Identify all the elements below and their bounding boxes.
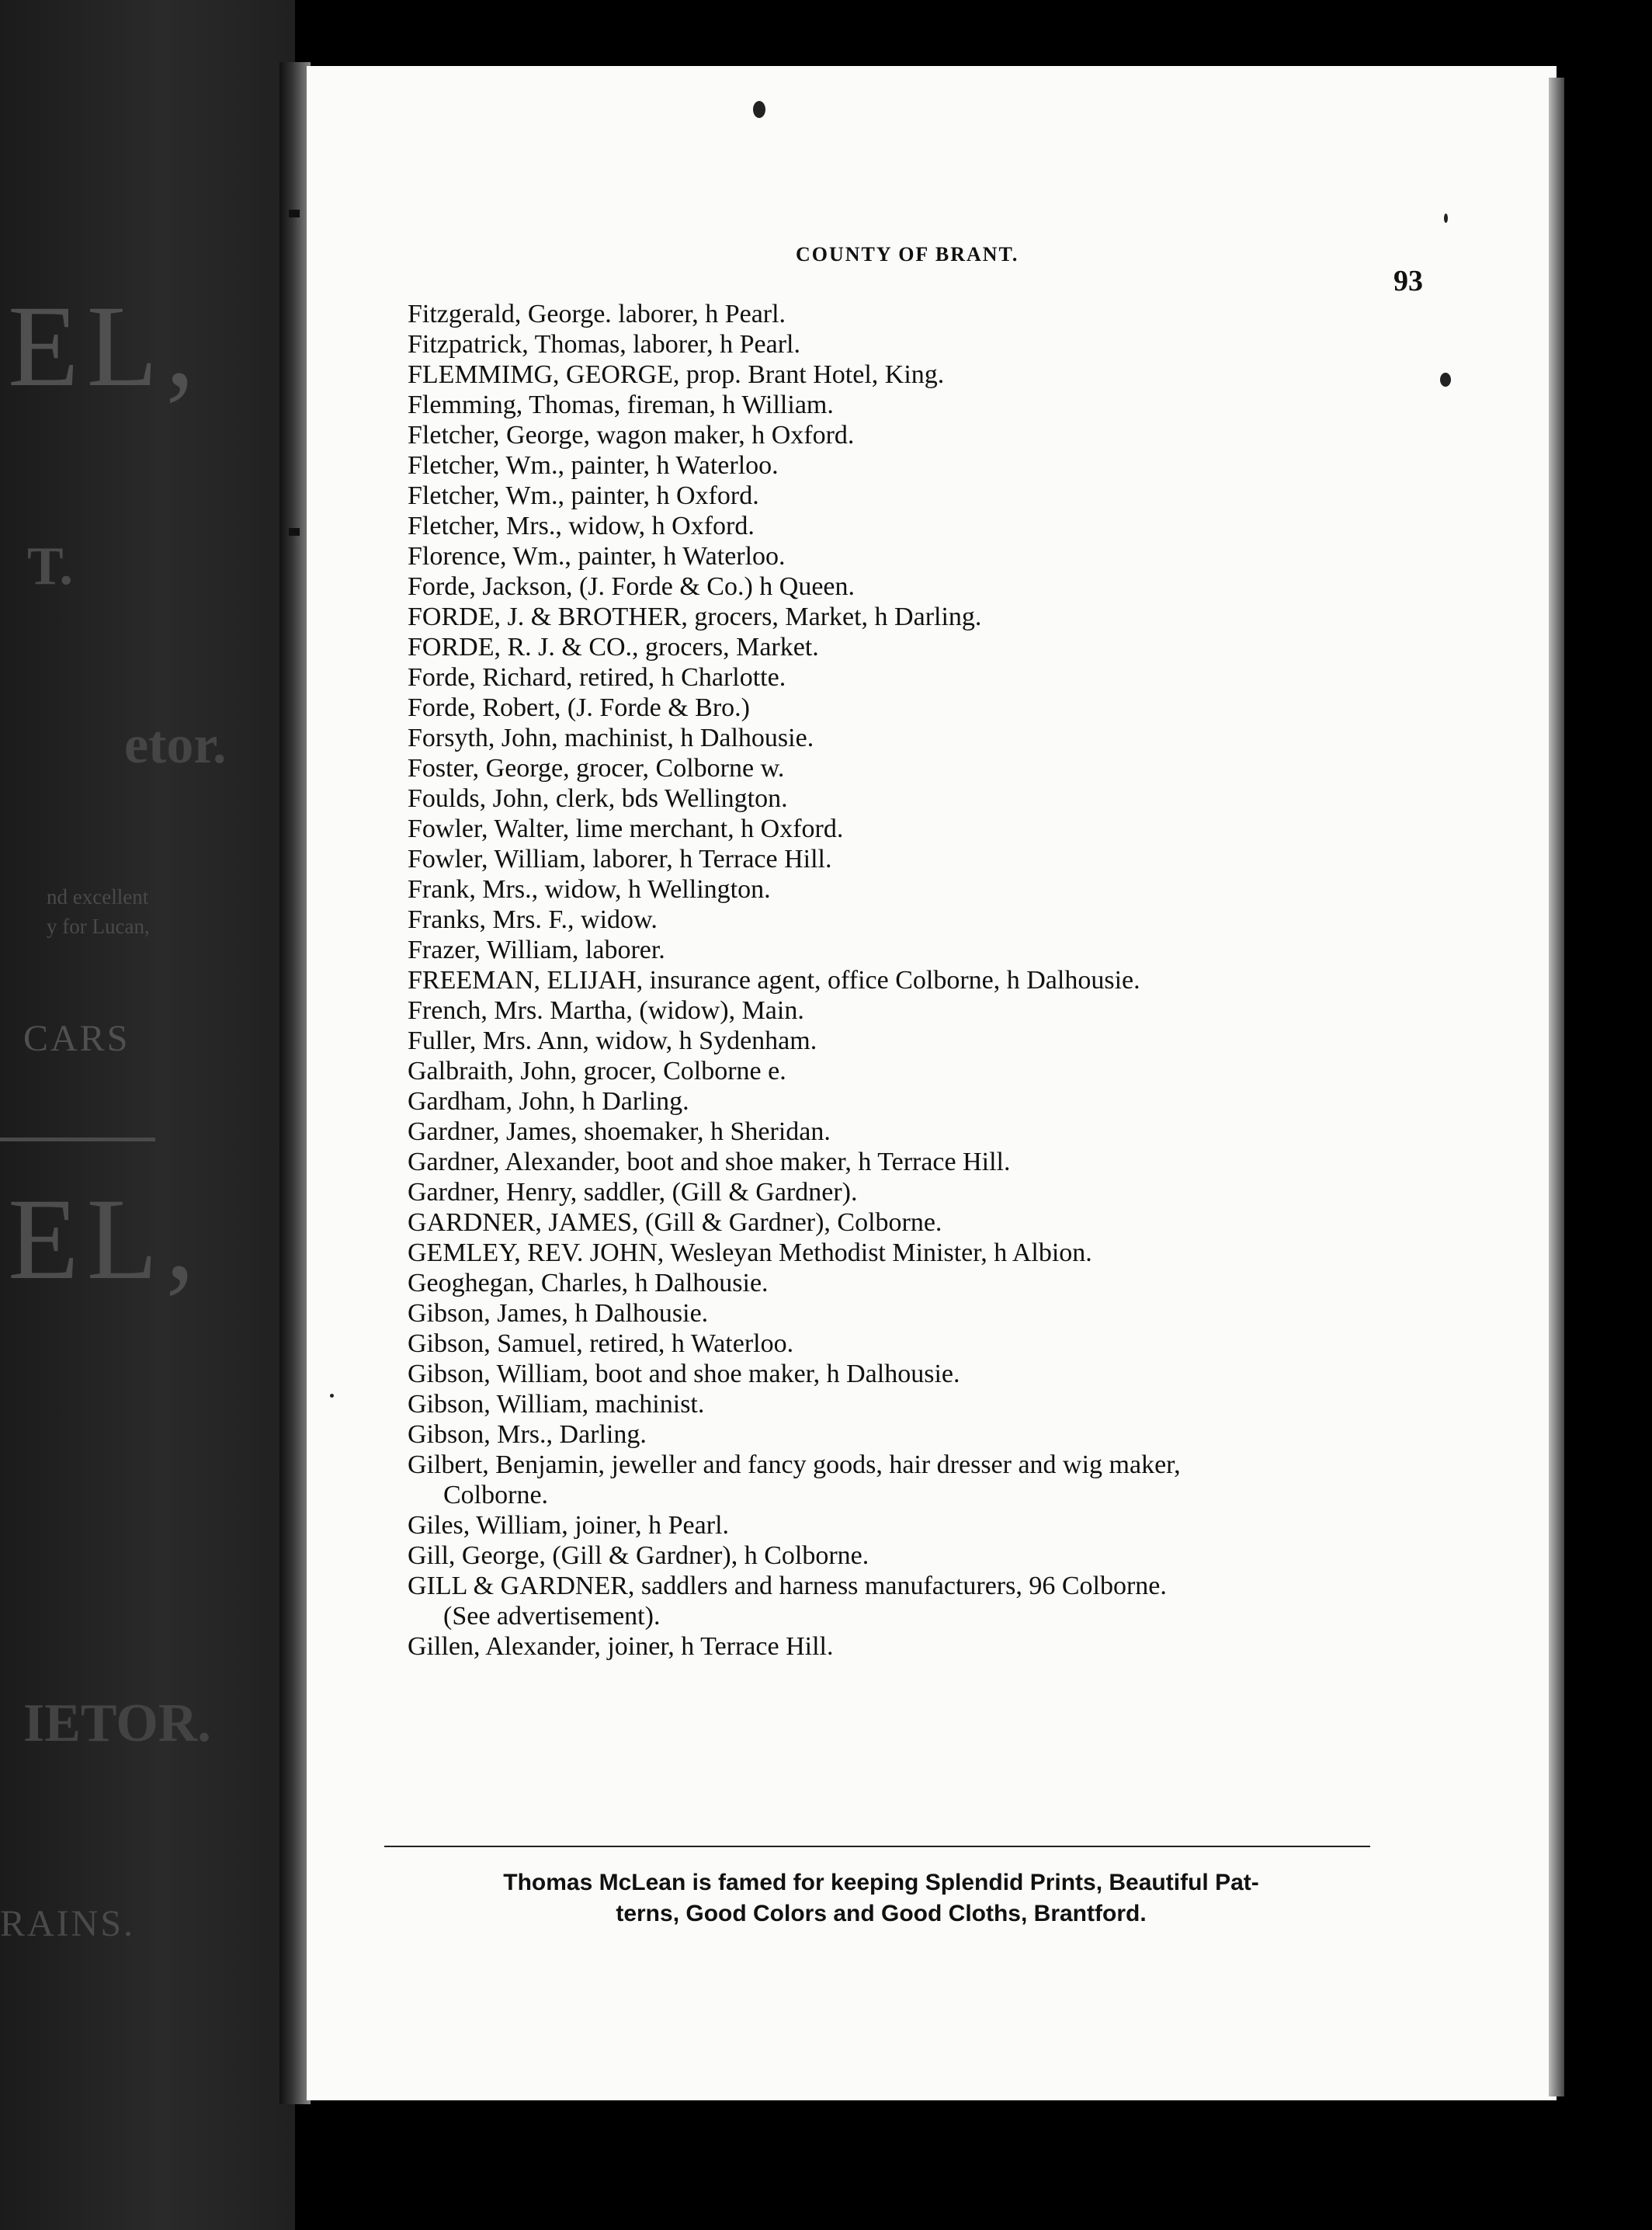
left-fragment: y for Lucan, — [47, 915, 150, 938]
entry-text: Gill, George, (Gill & Gardner), h Colborne. — [408, 1541, 869, 1570]
left-fragment: EL, — [8, 1175, 203, 1304]
page-edge — [1549, 78, 1564, 2096]
entry-text: Forde, Jackson, (J. Forde & Co.) h Queen. — [408, 572, 856, 601]
directory-entry — [408, 1177, 1533, 1207]
entry-text: Flemming, Thomas, fireman, h William. — [408, 391, 834, 419]
directory-page — [307, 66, 1557, 2100]
footer-line: Thomas McLean is famed for keeping Splendid Prints, Beautiful Pat- — [503, 1870, 1259, 1895]
directory-entry — [408, 1359, 1533, 1389]
entry-text: Gibson, Mrs., Darling. — [408, 1420, 647, 1449]
left-fragment: etor. — [124, 715, 227, 775]
directory-entry — [408, 1298, 1533, 1329]
directory-entry — [408, 299, 1533, 329]
directory-entry — [408, 1268, 1533, 1298]
directory-entry — [408, 965, 1533, 995]
entry-text: Geoghegan, Charles, h Dalhousie. — [408, 1269, 769, 1297]
directory-entry — [408, 783, 1533, 814]
directory-entry — [408, 1056, 1533, 1086]
entry-text: Gibson, William, boot and shoe maker, h Dalhousie. — [408, 1360, 960, 1388]
directory-entry — [408, 723, 1533, 753]
entry-text: Fitzpatrick, Thomas, laborer, h Pearl. — [408, 330, 800, 359]
entry-text: Fowler, Walter, lime merchant, h Oxford. — [408, 815, 844, 843]
entry-continuation: (See advertisement). — [443, 1602, 661, 1631]
directory-entry — [408, 1026, 1533, 1056]
directory-entry — [408, 1571, 1533, 1631]
directory-entry — [408, 995, 1533, 1026]
entry-text: Fletcher, Wm., painter, h Waterloo. — [408, 451, 779, 480]
ink-speck — [753, 101, 765, 118]
entry-text: Franks, Mrs. F., widow. — [408, 905, 658, 934]
directory-entry — [408, 511, 1533, 541]
entry-text: Gibson, James, h Dalhousie. — [408, 1299, 709, 1328]
directory-entry — [408, 1238, 1533, 1268]
directory-entry — [408, 1329, 1533, 1359]
directory-entry — [408, 1541, 1533, 1571]
entry-text: FORDE, R. J. & CO., grocers, Market. — [408, 633, 819, 662]
ink-speck — [330, 1394, 334, 1398]
entry-text: Frazer, William, laborer. — [408, 936, 665, 964]
left-fragment: RAINS. — [0, 1903, 136, 1944]
entry-text: GEMLEY, REV. JOHN, Wesleyan Methodist Minister, h Albion. — [408, 1238, 1092, 1267]
directory-entry — [408, 571, 1533, 602]
directory-entry — [408, 874, 1533, 905]
entry-continuation: Colborne. — [443, 1481, 549, 1509]
entry-text: Gilbert, Benjamin, jeweller and fancy goods, hair dresser and wig maker, — [408, 1450, 1181, 1479]
directory-entry — [408, 905, 1533, 935]
binding-stitch — [289, 210, 300, 217]
entry-text: GARDNER, JAMES, (Gill & Gardner), Colborne. — [408, 1208, 942, 1237]
entry-text: Fitzgerald, George. laborer, h Pearl. — [408, 300, 786, 328]
entry-text: Fowler, William, laborer, h Terrace Hill. — [408, 845, 832, 874]
directory-entry — [408, 329, 1533, 360]
directory-entry — [408, 1086, 1533, 1117]
directory-entry — [408, 1117, 1533, 1147]
entry-text: Forde, Richard, retired, h Charlotte. — [408, 663, 786, 692]
directory-entry — [408, 1631, 1533, 1662]
entry-text: Foulds, John, clerk, bds Wellington. — [408, 784, 788, 813]
entry-text: Forsyth, John, machinist, h Dalhousie. — [408, 724, 814, 752]
entry-text: FORDE, J. & BROTHER, grocers, Market, h Darling. — [408, 603, 982, 631]
directory-entry — [408, 420, 1533, 450]
left-fragment: CARS — [23, 1018, 130, 1059]
entry-text: FLEMMIMG, GEORGE, prop. Brant Hotel, King. — [408, 360, 945, 389]
entry-text: Gibson, Samuel, retired, h Waterloo. — [408, 1329, 794, 1358]
directory-entry — [408, 481, 1533, 511]
left-fragment: IETOR. — [23, 1693, 211, 1753]
left-fragment: T. — [27, 537, 73, 596]
entry-text: Florence, Wm., painter, h Waterloo. — [408, 542, 786, 571]
page-gutter — [279, 62, 311, 2104]
entry-text: Galbraith, John, grocer, Colborne e. — [408, 1057, 786, 1085]
directory-entry — [408, 602, 1533, 632]
directory-entry — [408, 450, 1533, 481]
entry-text: Gardner, Henry, saddler, (Gill & Gardner). — [408, 1178, 858, 1207]
entry-text: Giles, William, joiner, h Pearl. — [408, 1511, 730, 1540]
entry-text: Fletcher, Wm., painter, h Oxford. — [408, 481, 759, 510]
entry-text: Gibson, William, machinist. — [408, 1390, 705, 1419]
directory-entry — [408, 541, 1533, 571]
footer-advertisement — [392, 1867, 1370, 1930]
ink-speck — [1444, 214, 1448, 223]
entry-text: Gardner, James, shoemaker, h Sheridan. — [408, 1117, 831, 1146]
ink-speck — [1440, 373, 1451, 387]
directory-entries — [408, 299, 1533, 1662]
directory-entry — [408, 360, 1533, 390]
footer-rule — [384, 1846, 1370, 1847]
directory-entry — [408, 1147, 1533, 1177]
entry-text: Fuller, Mrs. Ann, widow, h Sydenham. — [408, 1026, 817, 1055]
page-number: 93 — [1393, 265, 1423, 297]
directory-entry — [408, 1389, 1533, 1419]
entry-text: Fletcher, George, wagon maker, h Oxford. — [408, 421, 855, 450]
directory-entry — [408, 662, 1533, 693]
entry-text: Fletcher, Mrs., widow, h Oxford. — [408, 512, 755, 540]
directory-entry — [408, 390, 1533, 420]
entry-text: Gardner, Alexander, boot and shoe maker, h Terrace Hill. — [408, 1148, 1011, 1176]
entry-text: French, Mrs. Martha, (widow), Main. — [408, 996, 804, 1025]
directory-entry — [408, 814, 1533, 844]
entry-text: Frank, Mrs., widow, h Wellington. — [408, 875, 771, 904]
page-header: COUNTY OF BRANT. — [796, 243, 1019, 266]
entry-text: Foster, George, grocer, Colborne w. — [408, 754, 785, 783]
directory-entry — [408, 1419, 1533, 1450]
directory-entry — [408, 844, 1533, 874]
binding-stitch — [289, 528, 300, 536]
entry-text: Forde, Robert, (J. Forde & Bro.) — [408, 693, 751, 722]
left-fragment: nd excellent — [47, 885, 149, 908]
entry-text: Gardham, John, h Darling. — [408, 1087, 689, 1116]
directory-entry — [408, 1450, 1533, 1510]
left-page — [0, 0, 295, 2230]
entry-text: GILL & GARDNER, saddlers and harness manufacturers, 96 Colborne. — [408, 1572, 1167, 1600]
footer-line: terns, Good Colors and Good Cloths, Brantford. — [616, 1901, 1147, 1926]
directory-entry — [408, 632, 1533, 662]
directory-entry — [408, 693, 1533, 723]
directory-entry — [408, 753, 1533, 783]
entry-text: Gillen, Alexander, joiner, h Terrace Hill. — [408, 1632, 834, 1661]
directory-entry — [408, 935, 1533, 965]
left-divider — [0, 1138, 155, 1141]
directory-entry — [408, 1207, 1533, 1238]
directory-entry — [408, 1510, 1533, 1541]
entry-text: FREEMAN, ELIJAH, insurance agent, office Colborne, h Dalhousie. — [408, 966, 1140, 995]
left-fragment: EL, — [8, 282, 203, 411]
